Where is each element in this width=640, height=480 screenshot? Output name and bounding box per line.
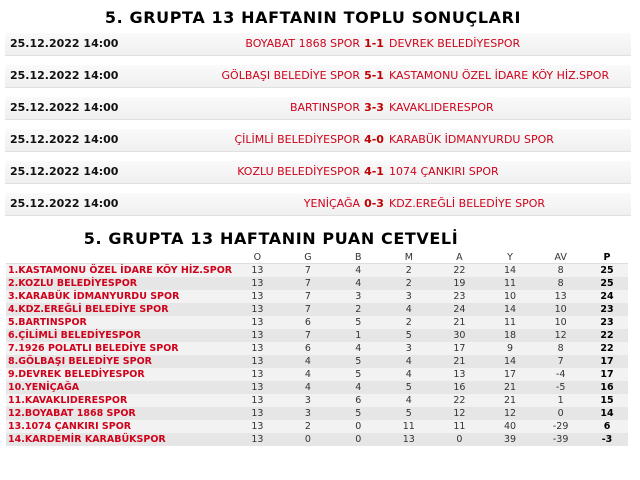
column-header: P [586,252,628,264]
team-name[interactable]: 5.BARTINSPOR [6,316,232,329]
won: 7 [283,277,333,290]
goals-against: 40 [485,420,536,433]
match-results-list [5,33,631,225]
won: 3 [283,407,333,420]
match-date: 25.12.2022 14:00 [10,101,119,114]
goal-difference: -5 [535,381,586,394]
team-name[interactable]: 3.KARABÜK İDMANYURDU SPOR [6,290,232,303]
goals-for: 21 [434,355,485,368]
drawn: 5 [333,407,383,420]
goals-for: 13 [434,368,485,381]
match-date: 25.12.2022 14:00 [10,165,119,178]
won: 3 [283,394,333,407]
match-score: 4-0 [364,133,384,146]
points: 16 [586,381,628,394]
played: 13 [232,368,283,381]
goal-difference: 12 [535,329,586,342]
goal-difference: 7 [535,355,586,368]
lost: 3 [384,290,435,303]
goals-against: 17 [485,368,536,381]
lost: 4 [384,368,435,381]
match-score: 5-1 [364,69,384,82]
goal-difference: -29 [535,420,586,433]
points: 22 [586,342,628,355]
drawn: 3 [333,290,383,303]
points: 14 [586,407,628,420]
table-row [6,407,628,420]
home-team-link[interactable]: KOZLU BELEDİYESPOR [237,165,360,178]
standings-title: 5. GRUPTA 13 HAFTANIN PUAN CETVELİ [83,229,459,248]
drawn: 4 [333,342,383,355]
won: 4 [283,368,333,381]
home-team-link[interactable]: YENİÇAĞA [303,197,360,210]
goals-against: 21 [485,394,536,407]
match-row [5,33,631,56]
goal-difference: 13 [535,290,586,303]
points: 22 [586,329,628,342]
lost: 5 [384,407,435,420]
points: -3 [586,433,628,446]
goals-for: 12 [434,407,485,420]
drawn: 0 [333,433,383,446]
team-name[interactable]: 6.ÇİLİMLİ BELEDİYESPOR [6,329,232,342]
drawn: 6 [333,394,383,407]
goal-difference: -39 [535,433,586,446]
away-team-link[interactable]: 1074 ÇANKIRI SPOR [389,165,499,178]
goals-for: 24 [434,303,485,316]
match-row [5,129,631,152]
drawn: 5 [333,316,383,329]
points: 23 [586,303,628,316]
team-name[interactable]: 1.KASTAMONU ÖZEL İDARE KÖY HİZ.SPOR [8,265,233,276]
column-header: O [232,252,283,264]
table-row [6,342,628,355]
table-row [6,303,628,316]
goals-for: 22 [434,394,485,407]
column-header: B [333,252,383,264]
home-team-link[interactable]: BARTINSPOR [289,101,360,114]
column-header [6,252,232,264]
lost: 5 [384,329,435,342]
match-date: 25.12.2022 14:00 [10,69,119,82]
match-score: 0-3 [364,197,384,210]
goals-for: 19 [434,277,485,290]
drawn: 1 [333,329,383,342]
match-date: 25.12.2022 14:00 [10,197,119,210]
lost: 5 [384,381,435,394]
points: 17 [586,368,628,381]
table-row [6,329,628,342]
points: 25 [586,277,628,290]
played: 13 [232,394,283,407]
team-name[interactable]: 2.KOZLU BELEDİYESPOR [6,277,232,290]
away-team-link[interactable]: KARABÜK İDMANYURDU SPOR [389,133,554,146]
goal-difference: 1 [535,394,586,407]
goals-for: 16 [434,381,485,394]
goals-against: 18 [485,329,536,342]
played: 13 [232,290,283,303]
drawn: 4 [333,381,383,394]
goals-against: 11 [485,316,536,329]
home-team-link[interactable]: BOYABAT 1868 SPOR [245,37,360,50]
played: 13 [232,264,283,278]
played: 13 [232,407,283,420]
away-team-link[interactable]: KDZ.EREĞLİ BELEDİYE SPOR [389,197,546,210]
team-name[interactable]: 10.YENİÇAĞA [6,381,232,394]
lost: 2 [384,316,435,329]
table-row [6,394,628,407]
played: 13 [232,277,283,290]
match-row [5,193,631,216]
won: 4 [283,381,333,394]
match-row [5,97,631,120]
played: 13 [232,420,283,433]
lost: 11 [384,420,435,433]
team-name[interactable]: 12.BOYABAT 1868 SPOR [6,407,232,420]
standings-table [6,252,628,446]
team-name[interactable]: 14.KARDEMİR KARABÜKSPOR [6,433,232,446]
drawn: 2 [333,303,383,316]
table-row [6,277,628,290]
goals-against: 9 [485,342,536,355]
goals-against: 10 [485,290,536,303]
results-title: 5. GRUPTA 13 HAFTANIN TOPLU SONUÇLARI [104,8,522,27]
played: 13 [232,433,283,446]
lost: 3 [384,342,435,355]
team-name[interactable]: 9.DEVREK BELEDİYESPOR [6,368,232,381]
table-row [6,368,628,381]
won: 4 [283,355,333,368]
home-team-link[interactable]: ÇİLİMLİ BELEDİYESPOR [234,133,360,146]
match-score: 3-3 [364,101,384,114]
match-date: 25.12.2022 14:00 [10,37,119,50]
played: 13 [232,381,283,394]
table-row [6,264,628,278]
goals-for: 11 [434,420,485,433]
won: 6 [283,342,333,355]
goals-against: 14 [485,355,536,368]
drawn: 4 [333,264,383,278]
won: 7 [283,303,333,316]
played: 13 [232,355,283,368]
table-row [6,420,628,433]
goals-against: 12 [485,407,536,420]
lost: 4 [384,394,435,407]
table-row [6,316,628,329]
goal-difference: 8 [535,277,586,290]
drawn: 5 [333,368,383,381]
played: 13 [232,316,283,329]
team-name[interactable]: 13.1074 ÇANKIRI SPOR [6,420,232,433]
points: 25 [586,264,628,278]
away-team-link[interactable]: DEVREK BELEDİYESPOR [389,37,521,50]
goals-for: 21 [434,316,485,329]
goals-against: 11 [485,277,536,290]
points: 17 [586,355,628,368]
won: 6 [283,316,333,329]
goal-difference: -4 [535,368,586,381]
goals-against: 14 [485,264,536,278]
lost: 2 [384,277,435,290]
column-header: M [384,252,435,264]
table-row [6,433,628,446]
goal-difference: 10 [535,316,586,329]
lost: 2 [384,264,435,278]
goals-for: 22 [434,264,485,278]
lost: 4 [384,303,435,316]
goals-against: 21 [485,381,536,394]
team-name[interactable]: 7.1926 POLATLI BELEDİYE SPOR [6,342,232,355]
played: 13 [232,303,283,316]
away-team-link[interactable]: KASTAMONU ÖZEL İDARE KÖY HİZ.SPOR [389,69,610,82]
match-score: 4-1 [364,165,384,178]
away-team-link[interactable]: KAVAKLIDERESPOR [389,101,494,114]
column-header: AV [535,252,586,264]
match-score: 1-1 [364,37,384,50]
goals-for: 30 [434,329,485,342]
won: 7 [283,329,333,342]
played: 13 [232,329,283,342]
goal-difference: 0 [535,407,586,420]
goals-against: 39 [485,433,536,446]
won: 0 [283,433,333,446]
home-team-link[interactable]: GÖLBAŞI BELEDİYE SPOR [221,69,360,82]
drawn: 5 [333,355,383,368]
points: 15 [586,394,628,407]
goals-for: 17 [434,342,485,355]
lost: 13 [384,433,435,446]
match-row [5,65,631,88]
team-name[interactable]: 11.KAVAKLIDERESPOR [6,394,232,407]
goal-difference: 10 [535,303,586,316]
column-header: A [434,252,485,264]
won: 2 [283,420,333,433]
match-row [5,161,631,184]
goal-difference: 8 [535,342,586,355]
drawn: 0 [333,420,383,433]
points: 6 [586,420,628,433]
drawn: 4 [333,277,383,290]
goals-for: 0 [434,433,485,446]
match-date: 25.12.2022 14:00 [10,133,119,146]
points: 23 [586,316,628,329]
goals-for: 23 [434,290,485,303]
table-row [6,355,628,368]
lost: 4 [384,355,435,368]
table-row [6,290,628,303]
standings-header-row [6,252,628,264]
table-row [6,381,628,394]
won: 7 [283,264,333,278]
played: 13 [232,342,283,355]
goal-difference: 8 [535,264,586,278]
team-name[interactable]: 4.KDZ.EREĞLİ BELEDİYE SPOR [6,303,232,316]
column-header: Y [485,252,536,264]
points: 24 [586,290,628,303]
goals-against: 14 [485,303,536,316]
team-name[interactable]: 8.GÖLBAŞI BELEDİYE SPOR [6,355,232,368]
column-header: G [283,252,333,264]
won: 7 [283,290,333,303]
